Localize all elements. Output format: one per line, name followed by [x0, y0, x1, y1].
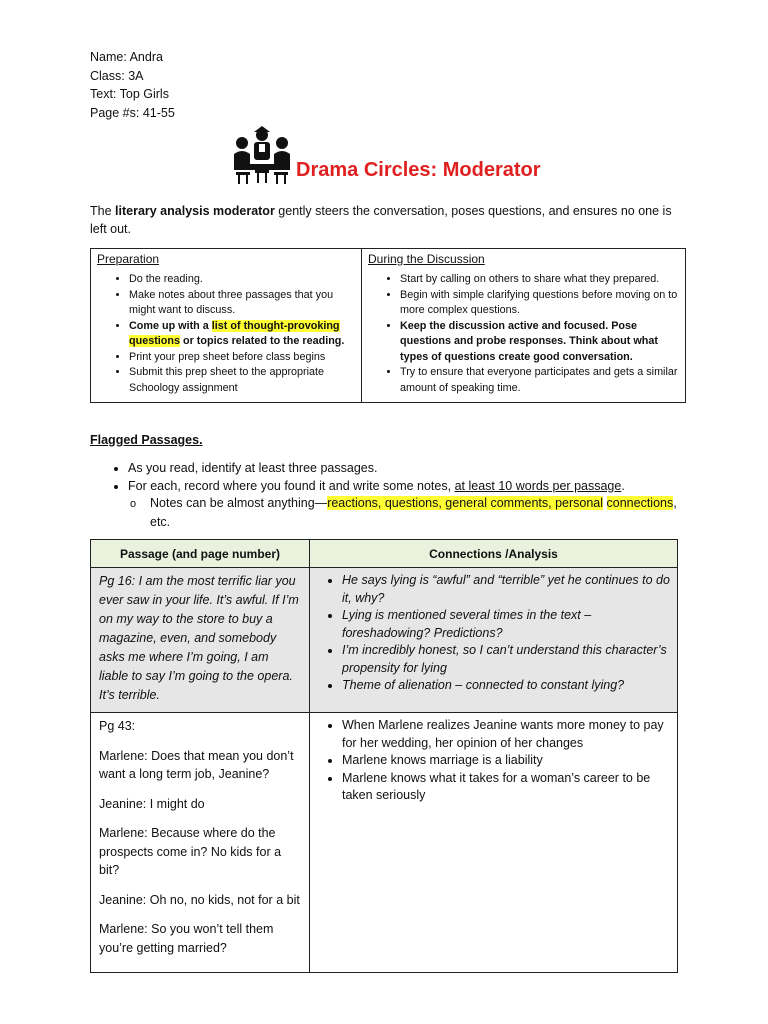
- highlighted-text: reactions, questions, general comments, personal: [327, 496, 604, 510]
- during-list: [368, 272, 679, 396]
- page-numbers: Page #s: 41-55: [90, 105, 175, 120]
- list-item: • Try to ensure that everyone participates and gets a similar amount of speaking time.: [400, 365, 679, 396]
- during-column: [362, 249, 685, 402]
- student-class: Class: 3A: [90, 68, 144, 83]
- analysis-cell: [310, 713, 678, 973]
- bullet2-text: For each, record where you found it and write some notes,: [128, 478, 455, 493]
- passage-line: Jeanine: Oh no, no kids, not for a bit: [99, 892, 300, 907]
- list-item: • As you read, identify at least three passages.: [128, 460, 690, 478]
- during-heading: During the Discussion: [368, 252, 485, 266]
- list-item: [129, 319, 355, 350]
- list-item: • He says lying is “awful” and “terrible” yet he continues to do it, why?: [342, 572, 671, 607]
- flagged-passages-heading: Flagged Passages.: [90, 433, 203, 447]
- analysis-cell: [310, 568, 678, 713]
- intro-role-term: literary analysis moderator: [115, 204, 275, 218]
- list-item: • Keep the discussion active and focused. Pose questions and probe responses. Think about what types of questions create good conversation.: [400, 319, 679, 366]
- column-header-analysis: Connections /Analysis: [310, 540, 678, 568]
- passage-line: Jeanine: I might do: [99, 796, 205, 811]
- passage-cell: Pg 16: I am the most terrific liar you ever saw in your life. It’s awful. If I’m on my way to the store to buy a magazine, even, and somebody asks me where I’m going, I am liable to say I’m going to the opera. It’s terrible.: [91, 568, 310, 713]
- list-item: • Marlene knows what it takes for a woman’s career to be taken seriously: [342, 770, 671, 805]
- passages-table: [90, 539, 678, 973]
- table-header-row: [91, 540, 678, 568]
- highlighted-text: questions: [129, 335, 180, 347]
- sub-list-item: [150, 495, 690, 531]
- flagged-instructions: [90, 460, 690, 531]
- passage-line: Marlene: Does that mean you don’t want a long term job, Jeanine?: [99, 748, 294, 781]
- table-row: [91, 568, 678, 713]
- list-item: • Print your prep sheet before class begins: [129, 350, 355, 366]
- intro-paragraph: [90, 202, 680, 238]
- list-item: • Begin with simple clarifying questions before moving on to more complex questions.: [400, 288, 679, 319]
- list-item: • When Marlene realizes Jeanine wants more money to pay for her wedding, her opinion of her changes: [342, 717, 671, 752]
- passage-line: Pg 43:: [99, 719, 136, 733]
- student-header: [90, 48, 175, 122]
- preparation-heading: Preparation: [97, 252, 160, 266]
- list-item: • Marlene knows marriage is a liability: [342, 752, 671, 770]
- list-item: • Theme of alienation – connected to constant lying?: [342, 677, 671, 695]
- list-item: • Lying is mentioned several times in the text – foreshadowing? Predictions?: [342, 607, 671, 642]
- list-item: [128, 478, 690, 532]
- preparation-column: [91, 249, 362, 402]
- list-item: • I’m incredibly honest, so I can’t understand this character’s propensity for lying: [342, 642, 671, 677]
- text-title: Text: Top Girls: [90, 87, 169, 101]
- bold-item-post: or topics related to the reading.: [180, 335, 345, 347]
- passage-cell: [91, 713, 310, 973]
- list-item: • Make notes about three passages that you might want to discuss.: [129, 288, 355, 319]
- column-header-passage: Passage (and page number): [91, 540, 310, 568]
- list-item: • Do the reading.: [129, 272, 355, 288]
- table-row: [91, 713, 678, 973]
- passage-line: Marlene: Because where do the prospects come in? No kids for a bit?: [99, 826, 282, 877]
- sub-item-text: Notes can be almost anything—: [150, 496, 328, 510]
- bullet2-end: .: [621, 478, 625, 493]
- sub-item-end: , etc.: [150, 496, 677, 529]
- student-name: Name: Andra: [90, 50, 163, 64]
- underlined-text: at least 10 words per passage: [454, 478, 622, 493]
- title-row: [232, 124, 541, 186]
- intro-rest: gently steers the conversation, poses questions, and ensures no one is left out.: [90, 204, 672, 236]
- roles-table: [90, 248, 686, 403]
- highlighted-text: connections: [606, 496, 674, 510]
- highlighted-text: list of thought-provoking: [211, 319, 340, 332]
- list-item: • Submit this prep sheet to the appropriate Schoology assignment: [129, 365, 355, 396]
- discussion-group-icon: [232, 126, 292, 186]
- intro-prefix: The: [90, 204, 116, 218]
- list-item: • Start by calling on others to share what they prepared.: [400, 272, 679, 288]
- page-title: Drama Circles: Moderator: [296, 159, 541, 181]
- bold-item-pre: Come up with a: [129, 319, 212, 332]
- preparation-list: [97, 272, 355, 396]
- passage-line: Marlene: So you won’t tell them you’re getting married?: [99, 922, 274, 955]
